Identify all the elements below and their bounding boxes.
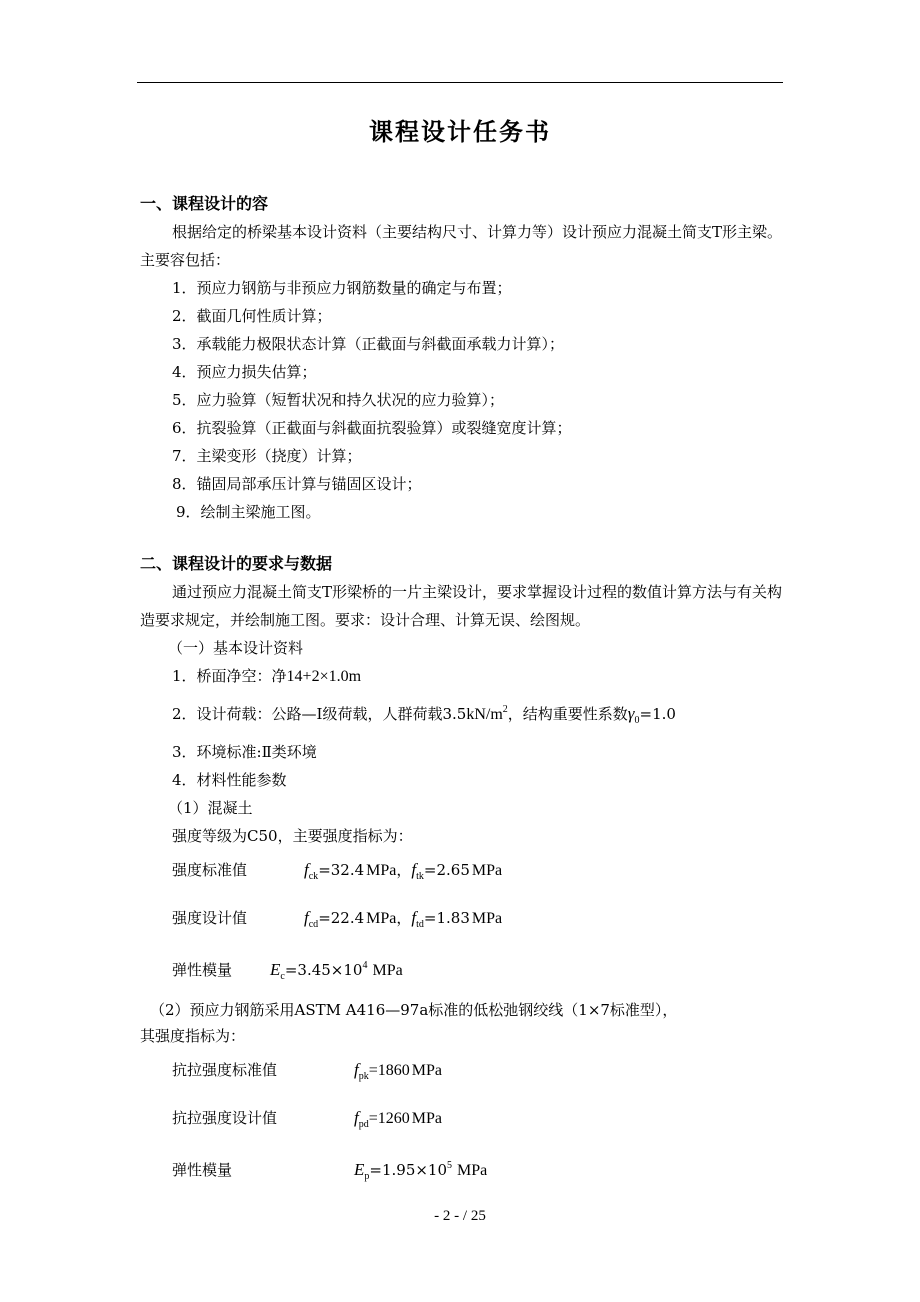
row-label: 强度标准值 (172, 861, 248, 879)
subscript: pd (358, 1119, 369, 1130)
total-pages: / 25 (462, 1208, 486, 1224)
unit: MPa (366, 862, 397, 879)
design-load (172, 700, 676, 731)
symbol: f (411, 908, 417, 927)
subscript: tk (416, 871, 424, 882)
unit: MPa (457, 1162, 488, 1179)
value: =1860 (368, 1062, 410, 1079)
section1-item: 5．应力验算（短暂状况和持久状况的应力验算）； (172, 391, 505, 409)
unit: MPa (471, 862, 503, 879)
symbol: f (354, 1060, 359, 1079)
row-label: 弹性模量 (172, 1161, 233, 1179)
subscript: cd (308, 919, 319, 930)
section1-item: 2．截面几何性质计算； (172, 307, 332, 325)
unit: MPa (471, 910, 503, 927)
section1-heading: 一、课程设计的容 (140, 194, 269, 213)
symbol: E (270, 960, 281, 979)
symbol: f (411, 860, 417, 879)
section1-item: 1．预应力钢筋与非预应力钢筋数量的确定与布置； (172, 279, 512, 297)
importance-factor-value: =1.0 (639, 705, 676, 723)
exponent: 4 (362, 960, 368, 971)
section2-intro: 通过预应力混凝土简支T形梁桥的一片主梁设计，要求掌握设计过程的数值计算方法与有关构造要求规定，并绘制施工图。要求：设计合理、计算无误、绘图规。 (140, 583, 783, 629)
page-title: 课程设计任务书 (369, 117, 551, 146)
section2-heading: 二、课程设计的要求与数据 (140, 554, 333, 573)
subscript: pk (358, 1071, 369, 1082)
section1-item: 8．锚固局部承压计算与锚固区设计； (172, 475, 422, 493)
bridge-clearance (172, 666, 361, 687)
value: =22.4 (318, 909, 365, 927)
basic-design-data-heading: （一）基本设计资料 (168, 639, 304, 657)
value: =1.83 (423, 909, 470, 927)
subscript: td (416, 919, 424, 930)
section1-item: 7．主梁变形（挠度）计算； (172, 447, 362, 465)
row-label: 弹性模量 (172, 961, 233, 979)
concrete-heading: （1）混凝土 (168, 799, 253, 817)
subscript: c (280, 971, 285, 982)
subscript: ck (308, 871, 319, 882)
value: =3.45×10 (284, 961, 363, 979)
value: =2.65 (423, 861, 470, 879)
unit-exponent: 2 (502, 704, 508, 715)
concrete-standard-strength-row: 强度标准值 $f_{ck}=32.4$ MPa，$f_{tk}=2.65$ MPa (172, 860, 503, 882)
value: =1.95×10 (369, 1161, 448, 1179)
material-params-heading: 4．材料性能参数 (172, 771, 287, 789)
prestress-steel-desc-cont: 其强度指标为： (140, 1027, 246, 1045)
bridge-clearance-value: 14+2×1.0m (286, 668, 362, 685)
environment-class: 3．环境标准:Ⅱ类环境 (172, 743, 317, 761)
crowd-load-unit: kN/m (466, 706, 503, 723)
steel-standard-strength-row (172, 1060, 442, 1087)
symbol: f (304, 860, 309, 879)
section1-item: 3．承载能力极限状态计算（正截面与斜截面承载力计算）； (172, 335, 565, 353)
design-load-label: 2．设计荷载：公路—Ⅰ级荷载，人群荷载3.5 (172, 705, 467, 723)
exponent: 5 (447, 1160, 453, 1171)
steel-design-strength-row (172, 1108, 442, 1135)
gamma-symbol: γ (627, 704, 635, 723)
header-rule (137, 82, 783, 83)
concrete-design-strength-row: 强度设计值 $f_{cd}=22.4$ MPa，$f_{td}=1.83$ MPa (172, 908, 503, 930)
steel-modulus-row (172, 1156, 487, 1187)
prestress-steel-desc: （2）预应力钢筋采用ASTM A416—97a标准的低松弛钢绞线（1×7标准型）， (150, 1001, 678, 1019)
section1-item: 9．绘制主梁施工图。 (176, 503, 321, 521)
gamma-subscript: 0 (634, 715, 640, 726)
subscript: p (364, 1171, 370, 1182)
page-number (0, 1206, 920, 1226)
unit: MPa (366, 910, 397, 927)
row-label: 强度设计值 (172, 909, 248, 927)
importance-factor-label: ，结构重要性系数 (507, 705, 628, 723)
concrete-modulus-row (172, 956, 403, 987)
symbol: f (304, 908, 309, 927)
row-label: 抗拉强度标准值 (172, 1061, 278, 1079)
section1-item: 6．抗裂验算（正截面与斜截面抗裂验算）或裂缝宽度计算； (172, 419, 572, 437)
unit: MPa (411, 1062, 442, 1079)
value: =1260 (368, 1110, 410, 1127)
symbol: f (354, 1108, 359, 1127)
symbol: E (354, 1160, 365, 1179)
row-label: 抗拉强度设计值 (172, 1109, 278, 1127)
unit: MPa (372, 962, 403, 979)
current-page: - 2 - (434, 1208, 460, 1224)
unit: MPa (411, 1110, 442, 1127)
value: =32.4 (318, 861, 365, 879)
section1-intro: 根据给定的桥梁基本设计资料（主要结构尺寸、计算力等）设计预应力混凝土简支T形主梁。主要容包括： (140, 223, 783, 269)
concrete-grade: 强度等级为C50，主要强度指标为： (172, 827, 413, 845)
section1-item: 4．预应力损失估算； (172, 363, 317, 381)
bridge-clearance-label: 1．桥面净空：净 (172, 667, 287, 685)
